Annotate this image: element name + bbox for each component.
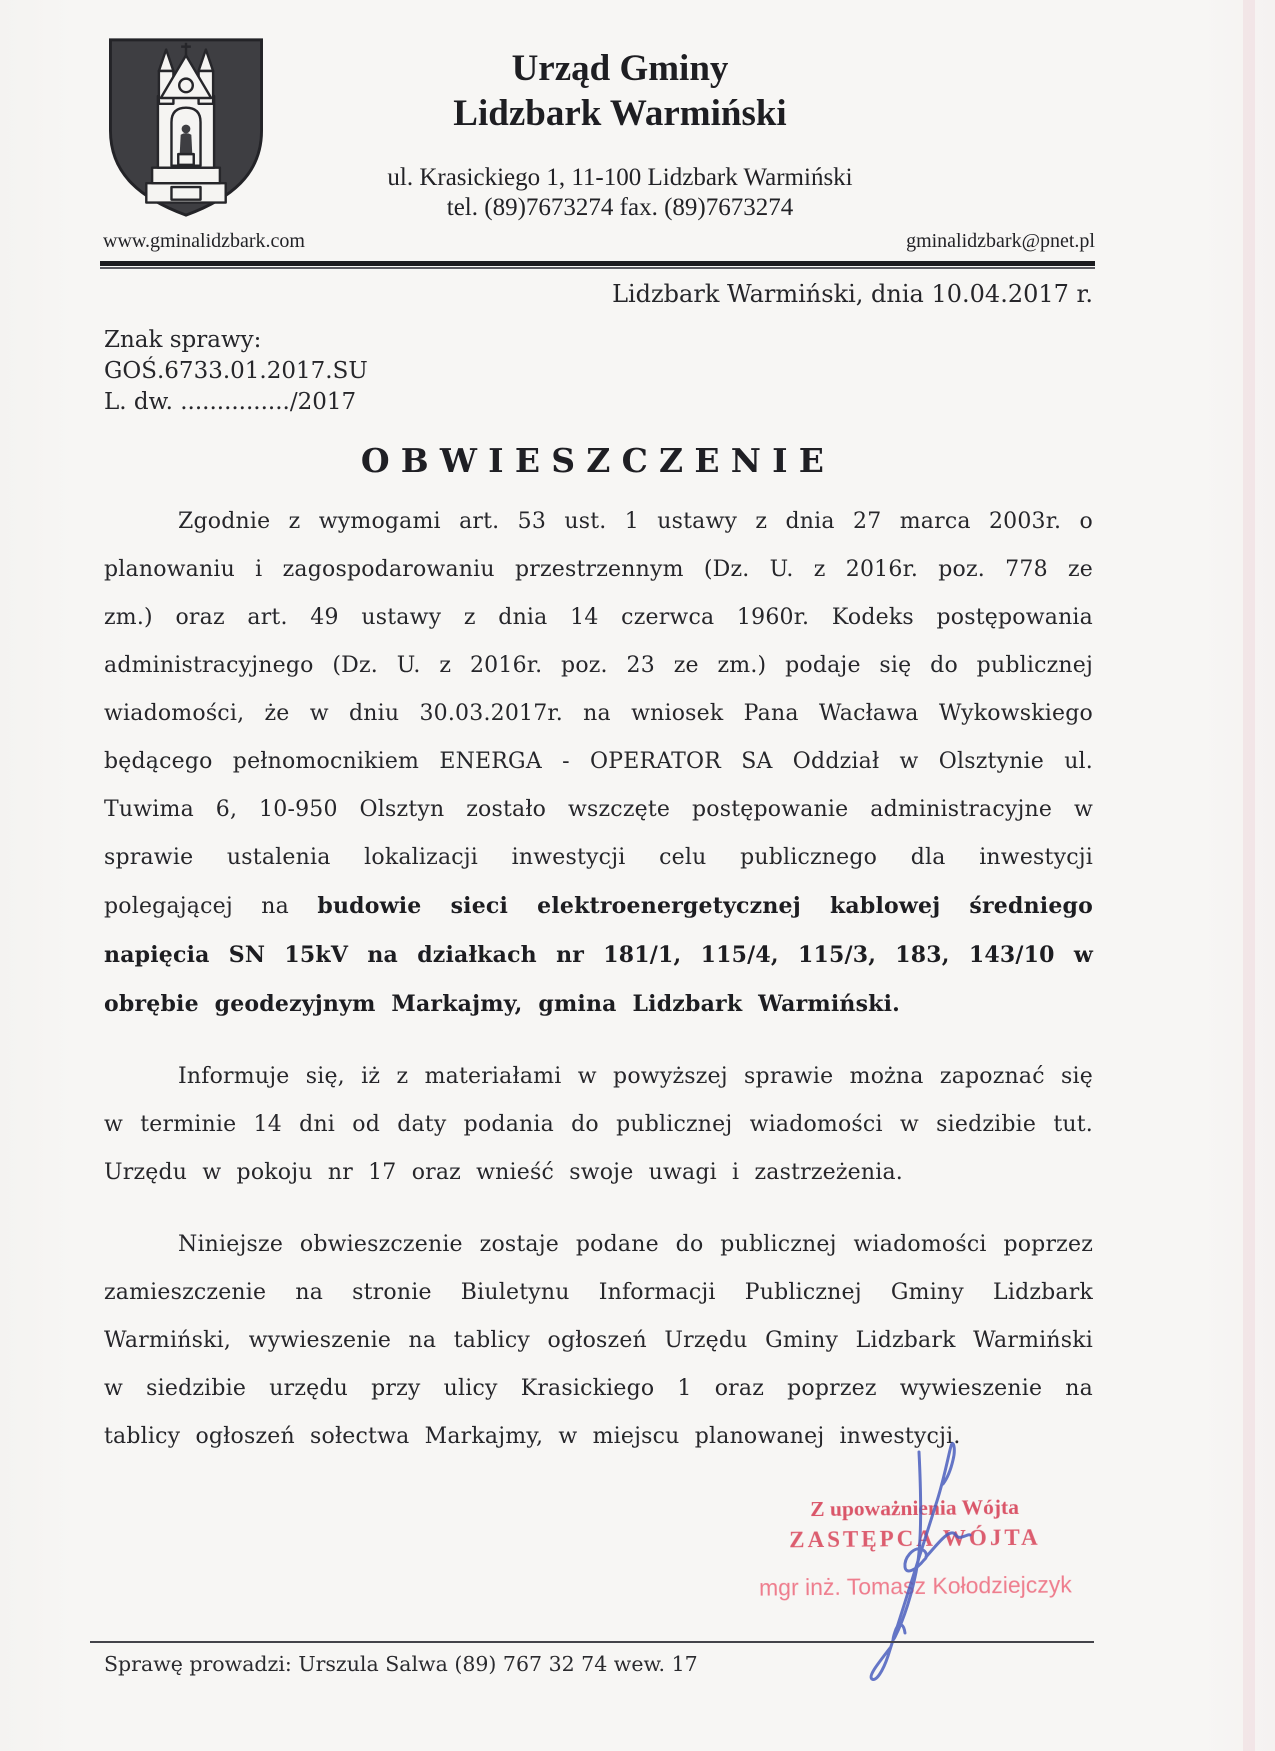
letterhead [280,46,960,223]
stamp-position-line: ZASTĘPCA WÓJTA [789,1524,1041,1553]
paragraph-publication: Niniejsze obwieszczenie zostaje podane do publicznej wiadomości poprzez zamieszczenie na stronie Biuletynu Informacji Publicznej Gminy Lidzbark Warmiński, wywieszenie na tablicy ogłoszeń Urzędu Gminy Lidzbark Warmiński w siedzibie urzędu przy ulicy Krasickiego 1 oraz poprzez wywieszenie na tablicy ogłoszeń sołectwa Markajmy, w miejscu planowanej inwestycji. [104,1232,1093,1449]
municipality-coat-of-arms-icon [103,36,269,220]
case-officer-note: Sprawę prowadzi: Urszula Salwa (89) 767 32 74 wew. 17 [104,1652,698,1676]
handwritten-signature [840,1430,990,1690]
paragraph-legal-basis [104,498,1093,1029]
paragraph-legal-basis-text: Zgodnie z wymogami art. 53 ust. 1 ustawy z dnia 27 marca 2003r. o planowaniu i zagospodarowaniu przestrzennym (Dz. U. z 2016r. poz. 778 ze zm.) oraz art. 49 ustawy z dnia 14 czerwca 1960r. Kodeks postępowania administracyjnego (Dz. U. z 2016r. poz. 23 ze zm.) podaje się do publicznej wiadomości, że w dniu 30.03.2017r. na wniosek Pana Wacława Wykowskiego będącego pełnomocnikiem ENERGA - OPERATOR SA Oddział w Olsztynie ul. Tuwima 6, 10-950 Olsztyn zostało wszczęte postępowanie administracyjne w sprawie ustalenia lokalizacji inwestycji celu publicznego dla inwestycji polegającej na [104,509,1093,919]
stamp-signer-name: mgr inż. Tomasz Kołodziejczyk [758,1571,1072,1601]
org-name-line1: Urząd Gminy [511,48,729,89]
case-label: Znak sprawy: [104,327,262,353]
org-email: gminalidzbark@pnet.pl [906,230,1095,252]
scan-edge-artifact [1243,0,1255,1751]
document-body [104,498,1093,1461]
footer-divider [90,1641,1094,1643]
org-name-line2: Lidzbark Warmiński [453,93,787,134]
case-reference-block [104,325,368,418]
header-divider [100,261,1095,269]
org-address: ul. Krasickiego 1, 11-100 Lidzbark Warmiński [387,164,853,191]
stamp-authorization-line: Z upoważnienia Wójta [810,1494,1020,1522]
case-number: GOŚ.6733.01.2017.SU [104,358,368,384]
paragraph-information: Informuje się, iż z materiałami w powyższej sprawie można zapoznać się w terminie 14 dni od daty podania do publicznej wiadomości w siedzibie tut. Urzędu w pokoju nr 17 oraz wnieść swoje uwagi i zastrzeżenia. [104,1064,1093,1185]
contact-row [103,230,1095,253]
document-title: OBWIESZCZENIE [360,441,836,480]
paragraph-investment-bold-text: budowie sieci elektroenergetycznej kablowej średniego napięcia SN 15kV na działkach nr 181/1, 115/4, 115/3, 183, 143/10 w obrębie geodezyjnym Markajmy, gmina Lidzbark Warmiński. [104,893,1093,1017]
org-phone-fax: tel. (89)7673274 fax. (89)7673274 [446,194,794,221]
place-and-date: Lidzbark Warmiński, dnia 10.04.2017 r. [612,280,1093,308]
org-website: www.gminalidzbark.com [103,230,305,252]
ldw-number-line: L. dw. .............../2017 [104,389,357,415]
